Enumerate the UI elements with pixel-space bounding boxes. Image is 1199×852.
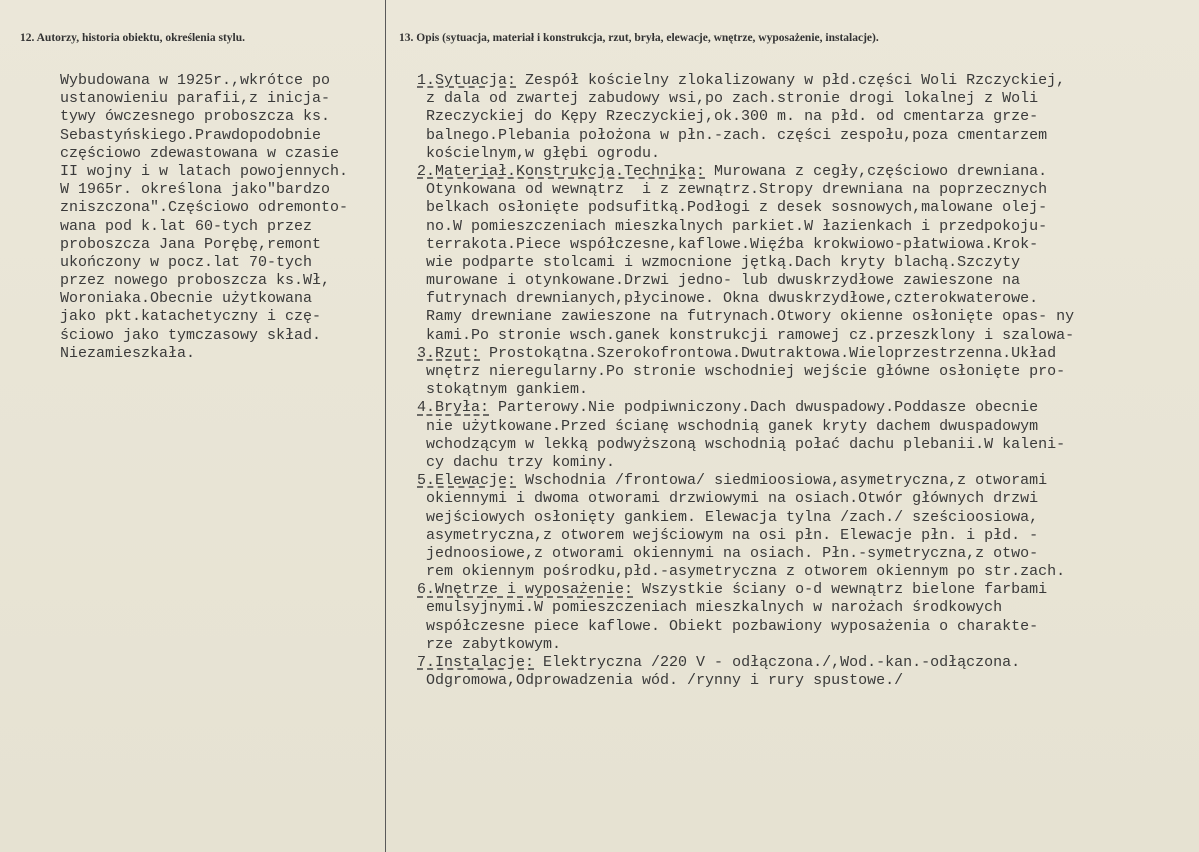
description-text: nie użytkowane.Przed ścianę wschodnią ganek kryty dachem dwuspadowym: [417, 417, 1039, 435]
description-text: stokątnym gankiem.: [417, 381, 589, 399]
description-line: [417, 327, 1193, 345]
description-text: wchodzącym w lekką podwyższoną wschodnią połać dachu plebanii.W kaleni-: [417, 435, 1066, 453]
history-line: Sebastyńskiego.Prawdopodobnie: [60, 126, 322, 144]
description-line: [417, 418, 1193, 436]
description-line: [417, 181, 1193, 199]
history-line: częściowo zdewastowana w czasie: [60, 144, 340, 162]
description-line: [417, 527, 1193, 545]
description-line: [417, 363, 1193, 381]
description-line: [417, 399, 1193, 417]
history-line: ustanowieniu parafii,z inicja-: [60, 90, 331, 108]
description-line: [417, 436, 1193, 454]
description-line: [417, 290, 1193, 308]
description-line: [417, 381, 1193, 399]
history-line: wana pod k.lat 60-tych przez: [60, 217, 313, 235]
description-text: Wschodnia /frontowa/ siedmioosiowa,asymetryczna,z otworami: [516, 472, 1048, 490]
description-text: no.W pomieszczeniach mieszkalnych parkiet.W łazienkach i przedpokoju-: [417, 217, 1048, 235]
description-text: współczesne piece kaflowe. Obiekt pozbawiony wyposażenia o charakte-: [417, 617, 1039, 635]
description-text: murowane i otynkowane.Drzwi jedno- lub dwuskrzydłowe zawieszone na: [417, 272, 1021, 290]
history-line: przez nowego proboszcza ks.Wł,: [60, 272, 331, 290]
description-line: [417, 618, 1193, 636]
description-line: [417, 127, 1193, 145]
description-text: Elektryczna /220 V - odłączona./,Wod.-kan.-odłączona.: [534, 654, 1021, 671]
description-text: Wszystkie ściany o-d wewnątrz bielone farbami: [633, 581, 1048, 599]
description-text: wnętrz nieregularny.Po stronie wschodniej wejście główne osłonięte pro-: [417, 363, 1066, 380]
description-line: [417, 490, 1193, 508]
history-line: ściowo jako tymczasowy skład.: [60, 326, 322, 344]
description-line: [417, 599, 1193, 617]
description-text: jednoosiowe,z otworami okiennymi na osiach. Płn.-symetryczna,z otwo-: [417, 544, 1039, 562]
description-text: futrynach drewnianych,płycinowe. Okna dwuskrzydłowe,czterokwaterowe.: [417, 290, 1039, 308]
description-text: asymetryczna,z otworem wejściowym na osi płn. Elewacje płn. i płd. -: [417, 526, 1039, 544]
history-line: proboszcza Jana Porębę,remont: [60, 235, 322, 253]
description-line: [417, 672, 1193, 690]
description-line: [417, 199, 1193, 217]
description-text: kościelnym,w głębi ogrodu.: [417, 144, 661, 162]
description-line: [417, 636, 1193, 654]
description-line: [417, 509, 1193, 527]
description-text: Otynkowana od wewnątrz i z zewnątrz.Stropy drewniana na poprzecznych: [417, 181, 1048, 199]
history-line: zniszczona".Częściowo odremonto-: [60, 199, 349, 217]
description-text: rze zabytkowym.: [417, 635, 562, 653]
description-line: [417, 108, 1193, 126]
section-title: 1.Sytuacja:: [417, 72, 517, 89]
description-text: Prostokątna.Szerokofrontowa.Dwutraktowa.Wieloprzestrzenna.Układ: [480, 344, 1057, 362]
description-line: [417, 272, 1193, 290]
description-text: okiennymi i dwoma otworami drzwiowymi na osiach.Otwór głównych drzwi: [417, 490, 1039, 508]
description-text: Rzeczyckiej do Kępy Rzeczyckiej,ok.300 m. na płd. od cmentarza grze-: [417, 108, 1039, 126]
history-line: Wybudowana w 1925r.,wkrótce po: [60, 72, 331, 89]
description-line: [417, 545, 1193, 563]
description-line: [417, 254, 1193, 272]
section-title: 3.Rzut:: [417, 344, 481, 362]
description-line: [417, 236, 1193, 254]
section-title: 2.Materiał.Konstrukcja.Technika:: [417, 162, 706, 180]
description-text: z dala od zwartej zabudowy wsi,po zach.stronie drogi lokalnej z Woli: [417, 90, 1039, 108]
section-title: 6.Wnętrze i wyposażenie:: [417, 581, 634, 599]
description-text: wejściowych osłonięty gankiem. Elewacja tylna /zach./ sześcioosiowa,: [417, 508, 1039, 526]
description-line: [417, 345, 1193, 363]
section-13-header: 13. Opis (sytuacja, materiał i konstrukcja, rzut, bryła, elewacje, wnętrze, wyposażenie, instalacje).: [399, 32, 879, 44]
description-line: [417, 308, 1193, 326]
description-line: [417, 581, 1193, 599]
description-text: Parterowy.Nie podpiwniczony.Dach dwuspadowy.Poddasze obecnie: [489, 399, 1039, 417]
history-line: ukończony w pocz.lat 70-tych: [60, 253, 313, 271]
description-text: rem okiennym pośrodku,płd.-asymetryczna z otworem okiennym po str.zach.: [417, 563, 1066, 581]
section-title: 4.Bryła:: [417, 399, 490, 417]
section-12-header: 12. Autorzy, historia obiektu, określenia stylu.: [20, 32, 246, 44]
description-line: [417, 218, 1193, 236]
history-line: W 1965r. określona jako"bardzo: [60, 181, 331, 199]
section-title: 5.Elewacje:: [417, 472, 517, 490]
description-line: [417, 90, 1193, 108]
description-line: [417, 563, 1193, 581]
description-text: Murowana z cegły,częściowo drewniana.: [705, 162, 1048, 180]
history-line: jako pkt.katachetyczny i czę-: [60, 308, 322, 326]
column-divider: [385, 0, 386, 852]
section-title: 7.Instalacje:: [417, 654, 535, 671]
history-line: tywy ówczesnego proboszcza ks.: [60, 108, 331, 126]
description-text: kami.Po stronie wsch.ganek konstrukcji ramowej cz.przeszklony i szalowa-: [417, 326, 1075, 344]
description-line: [417, 163, 1193, 181]
description-line: [417, 654, 1193, 672]
history-line: Woroniaka.Obecnie użytkowana: [60, 290, 313, 308]
history-line: II wojny i w latach powojennych.: [60, 162, 349, 180]
description-text-column: [417, 72, 1193, 690]
description-text: emulsyjnymi.W pomieszczeniach mieszkalnych w narożach środkowych: [417, 599, 1003, 617]
description-text: belkach osłonięte podsufitką.Podłogi z desek sosnowych,malowane olej-: [417, 199, 1048, 217]
description-text: Ramy drewniane zawieszone na futrynach.Otwory okienne osłonięte opas- ny: [417, 308, 1075, 326]
history-line: Niezamieszkała.: [60, 344, 196, 362]
description-text: terrakota.Piece współczesne,kaflowe.Więźba krokwiowo-płatwiowa.Krok-: [417, 235, 1039, 253]
description-text: Odgromowa,Odprowadzenia wód. /rynny i rury spustowe./: [417, 672, 904, 690]
description-line: [417, 472, 1193, 490]
description-line: [417, 454, 1193, 472]
description-line: [417, 145, 1193, 163]
description-text: Zespół kościelny zlokalizowany w płd.części Woli Rzczyckiej,: [516, 72, 1066, 89]
description-text: wie podparte stolcami i wzmocnione jętką.Dach kryty blachą.Szczyty: [417, 253, 1021, 271]
history-text-column: [60, 72, 378, 363]
description-line: [417, 72, 1193, 90]
description-text: cy dachu trzy kominy.: [417, 453, 616, 471]
description-text: balnego.Plebania położona w płn.-zach. części zespołu,poza cmentarzem: [417, 126, 1048, 144]
